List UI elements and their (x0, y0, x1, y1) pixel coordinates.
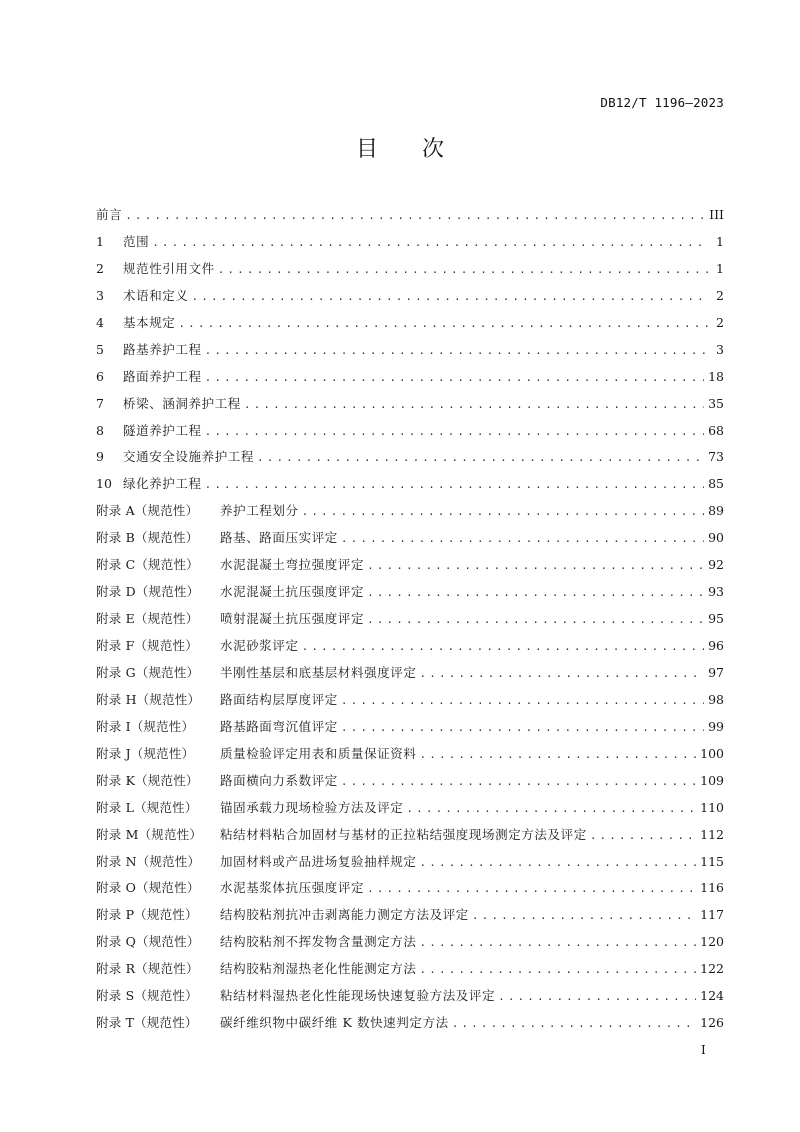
toc-appendix-label: 附录 G（规范性） (96, 664, 200, 680)
toc-leader-dots (244, 395, 704, 415)
toc-leader-dots (420, 745, 697, 765)
toc-entry[interactable] (96, 232, 724, 259)
toc-entry-title: 结构胶粘剂抗冲击剥离能力测定方法及评定 (220, 907, 469, 923)
toc-section-number: 2 (96, 260, 104, 276)
toc-leader-dots (205, 422, 704, 442)
toc-leader-dots (341, 718, 704, 738)
toc-page-number: 90 (708, 530, 724, 546)
toc-entry-title: 前言 (96, 207, 123, 222)
toc-leader-dots (367, 583, 704, 603)
toc-appendix-label: 附录 H（规范性） (96, 691, 201, 707)
page-title (0, 132, 800, 163)
toc-entry-title: 术语和定义 (123, 287, 189, 303)
toc-appendix-label: 附录 K（规范性） (96, 772, 199, 788)
toc-leader-dots (472, 906, 696, 926)
toc-leader-dots (367, 556, 704, 576)
toc-entry[interactable] (96, 663, 724, 690)
toc-entry-title: 水泥混凝土弯拉强度评定 (220, 557, 365, 573)
toc-leader-dots (498, 987, 696, 1007)
toc-entry[interactable] (96, 690, 724, 717)
toc-entry[interactable] (96, 717, 724, 744)
toc-leader-dots (590, 826, 696, 846)
document-code: DB12/T 1196—2023 (600, 95, 724, 110)
toc-entry[interactable] (96, 286, 724, 313)
toc-section-number: 10 (96, 476, 112, 492)
toc-appendix-label: 附录 L（规范性） (96, 799, 198, 815)
toc-entry[interactable] (96, 744, 724, 771)
toc-page-number: 122 (700, 961, 724, 977)
toc-entry-title: 路基、路面压实评定 (220, 530, 338, 546)
toc-entry[interactable] (96, 447, 724, 474)
toc-entry[interactable] (96, 394, 724, 421)
toc-leader-dots (205, 341, 708, 361)
toc-section-number: 9 (96, 449, 104, 465)
toc-entry-title: 桥梁、涵洞养护工程 (123, 395, 241, 411)
toc-appendix-label: 附录 N（规范性） (96, 853, 201, 869)
toc-entry-title: 规范性引用文件 (123, 260, 215, 276)
toc-appendix-label: 附录 S（规范性） (96, 988, 198, 1004)
toc-leader-dots (302, 502, 704, 522)
toc-page-number: 92 (708, 557, 724, 573)
toc-entry[interactable] (96, 932, 724, 959)
toc-leader-dots (341, 691, 704, 711)
toc-entry[interactable] (96, 582, 724, 609)
toc-entry-title: 基本规定 (123, 314, 176, 330)
toc-entry-title: 路基路面弯沉值评定 (220, 718, 338, 734)
toc-entry-title: 粘结材料湿热老化性能现场快速复验方法及评定 (220, 988, 496, 1004)
toc-entry-title: 绿化养护工程 (123, 476, 202, 492)
toc-leader-dots (302, 637, 704, 657)
toc-entry-title: 喷射混凝土抗压强度评定 (220, 611, 365, 627)
toc-leader-dots (257, 448, 704, 468)
toc-appendix-label: 附录 T（规范性） (96, 1015, 198, 1031)
toc-page-number: 1 (716, 233, 724, 249)
toc-leader-dots (178, 314, 708, 334)
toc-page-number: 98 (708, 691, 724, 707)
toc-section-number: 4 (96, 314, 104, 330)
toc-entry[interactable] (96, 1013, 724, 1040)
toc-entry-title: 范围 (123, 233, 150, 249)
toc-entry-title: 半刚性基层和底基层材料强度评定 (220, 664, 417, 680)
toc-entry-title: 结构胶粘剂湿热老化性能测定方法 (220, 961, 417, 977)
toc-entry[interactable] (96, 259, 724, 286)
toc-section-number: 8 (96, 422, 104, 438)
table-of-contents (96, 205, 724, 1040)
toc-entry[interactable] (96, 555, 724, 582)
toc-page-number: 85 (708, 476, 724, 492)
toc-entry-title: 水泥砂浆评定 (220, 638, 299, 653)
toc-entry[interactable] (96, 905, 724, 932)
toc-appendix-label: 附录 C（规范性） (96, 557, 199, 573)
page-title-char-1: 目 (355, 137, 378, 162)
toc-entry-title: 养护工程划分 (220, 503, 299, 519)
toc-leader-dots (367, 879, 696, 899)
toc-entry[interactable] (96, 959, 724, 986)
toc-entry-title: 水泥基浆体抗压强度评定 (220, 880, 365, 896)
toc-entry[interactable] (96, 205, 724, 232)
toc-appendix-label: 附录 F（规范性） (96, 638, 198, 653)
toc-entry-title: 粘结材料粘合加固材与基材的正拉粘结强度现场测定方法及评定 (220, 826, 587, 842)
toc-page-number: 2 (716, 287, 724, 303)
toc-page-number: 115 (700, 853, 724, 869)
toc-section-number: 3 (96, 287, 104, 303)
toc-page-number: 18 (708, 368, 724, 384)
toc-page-number: 35 (708, 395, 724, 411)
toc-appendix-label: 附录 J（规范性） (96, 745, 195, 761)
toc-entry[interactable] (96, 986, 724, 1013)
toc-entry-title: 隧道养护工程 (123, 422, 202, 438)
toc-leader-dots (341, 772, 696, 792)
toc-appendix-label: 附录 A（规范性） (96, 503, 199, 519)
toc-entry[interactable] (96, 825, 724, 852)
toc-page-number: 124 (700, 988, 724, 1004)
toc-leader-dots (367, 610, 704, 630)
toc-leader-dots (420, 960, 697, 980)
toc-entry-title: 交通安全设施养护工程 (123, 449, 255, 465)
toc-page-number: 97 (708, 664, 724, 680)
toc-entry-title: 路面横向力系数评定 (220, 772, 338, 788)
toc-page-number: 110 (700, 799, 724, 815)
toc-entry[interactable] (96, 313, 724, 340)
toc-appendix-label: 附录 E（规范性） (96, 611, 199, 627)
toc-entry-title: 路面养护工程 (123, 368, 202, 384)
toc-entry[interactable] (96, 852, 724, 879)
toc-page-number: 68 (708, 422, 724, 438)
toc-entry[interactable] (96, 609, 724, 636)
toc-leader-dots (420, 853, 697, 873)
toc-page-number: 99 (708, 718, 724, 734)
toc-page-number: 3 (716, 341, 724, 357)
toc-leader-dots (420, 664, 705, 684)
toc-section-number: 5 (96, 341, 104, 357)
toc-section-number: 7 (96, 395, 104, 411)
toc-leader-dots (341, 529, 704, 549)
toc-entry[interactable] (96, 798, 724, 825)
toc-entry-title: 加固材料或产品进场复验抽样规定 (220, 853, 417, 869)
page-title-char-2: 次 (422, 137, 445, 162)
toc-appendix-label: 附录 M（规范性） (96, 826, 203, 842)
toc-section-number: 6 (96, 368, 104, 384)
toc-page-number: 96 (708, 638, 724, 653)
toc-page-number: 1 (716, 260, 724, 276)
toc-entry[interactable] (96, 474, 724, 501)
toc-page-number: 95 (708, 611, 724, 627)
toc-leader-dots (420, 933, 697, 953)
toc-leader-dots (406, 799, 696, 819)
toc-page-number: 2 (716, 314, 724, 330)
toc-entry-title: 碳纤维织物中碳纤维 K 数快速判定方法 (220, 1015, 449, 1031)
toc-page-number: 117 (700, 907, 724, 923)
toc-page-number: 93 (708, 584, 724, 600)
toc-entry-title: 路面结构层厚度评定 (220, 691, 338, 707)
toc-entry[interactable] (96, 421, 724, 448)
toc-page-number: III (709, 207, 724, 222)
toc-page-number: 112 (700, 826, 724, 842)
toc-appendix-label: 附录 I（规范性） (96, 718, 195, 734)
toc-page-number: 89 (708, 503, 724, 519)
toc-page-number: 120 (700, 934, 724, 950)
toc-entry[interactable] (96, 878, 724, 905)
toc-entry[interactable] (96, 771, 724, 798)
toc-entry-title: 锚固承载力现场检验方法及评定 (220, 799, 404, 815)
toc-leader-dots (452, 1014, 696, 1034)
toc-entry[interactable] (96, 528, 724, 555)
toc-leader-dots (125, 206, 705, 226)
toc-entry-title: 结构胶粘剂不挥发物含量测定方法 (220, 934, 417, 950)
toc-entry-title: 水泥混凝土抗压强度评定 (220, 584, 365, 600)
toc-page-number: 100 (700, 745, 724, 761)
toc-appendix-label: 附录 O（规范性） (96, 880, 200, 896)
toc-leader-dots (218, 260, 708, 280)
toc-entry[interactable] (96, 367, 724, 394)
toc-entry-title: 路基养护工程 (123, 341, 202, 357)
toc-page-number: 109 (700, 772, 724, 788)
toc-appendix-label: 附录 P（规范性） (96, 907, 198, 923)
toc-page-number: 73 (708, 449, 724, 465)
toc-entry-title: 质量检验评定用表和质量保证资料 (220, 745, 417, 761)
toc-leader-dots (152, 233, 708, 253)
toc-leader-dots (192, 287, 708, 307)
toc-page-number: 126 (700, 1015, 724, 1031)
toc-entry[interactable] (96, 501, 724, 528)
toc-entry[interactable] (96, 636, 724, 663)
toc-appendix-label: 附录 B（规范性） (96, 530, 199, 546)
page-number: I (701, 1043, 706, 1057)
toc-appendix-label: 附录 R（规范性） (96, 961, 199, 977)
toc-entry[interactable] (96, 340, 724, 367)
toc-page-number: 116 (700, 880, 724, 896)
toc-leader-dots (205, 475, 704, 495)
toc-section-number: 1 (96, 233, 104, 249)
toc-appendix-label: 附录 Q（规范性） (96, 934, 200, 950)
toc-appendix-label: 附录 D（规范性） (96, 584, 200, 600)
toc-leader-dots (205, 368, 704, 388)
